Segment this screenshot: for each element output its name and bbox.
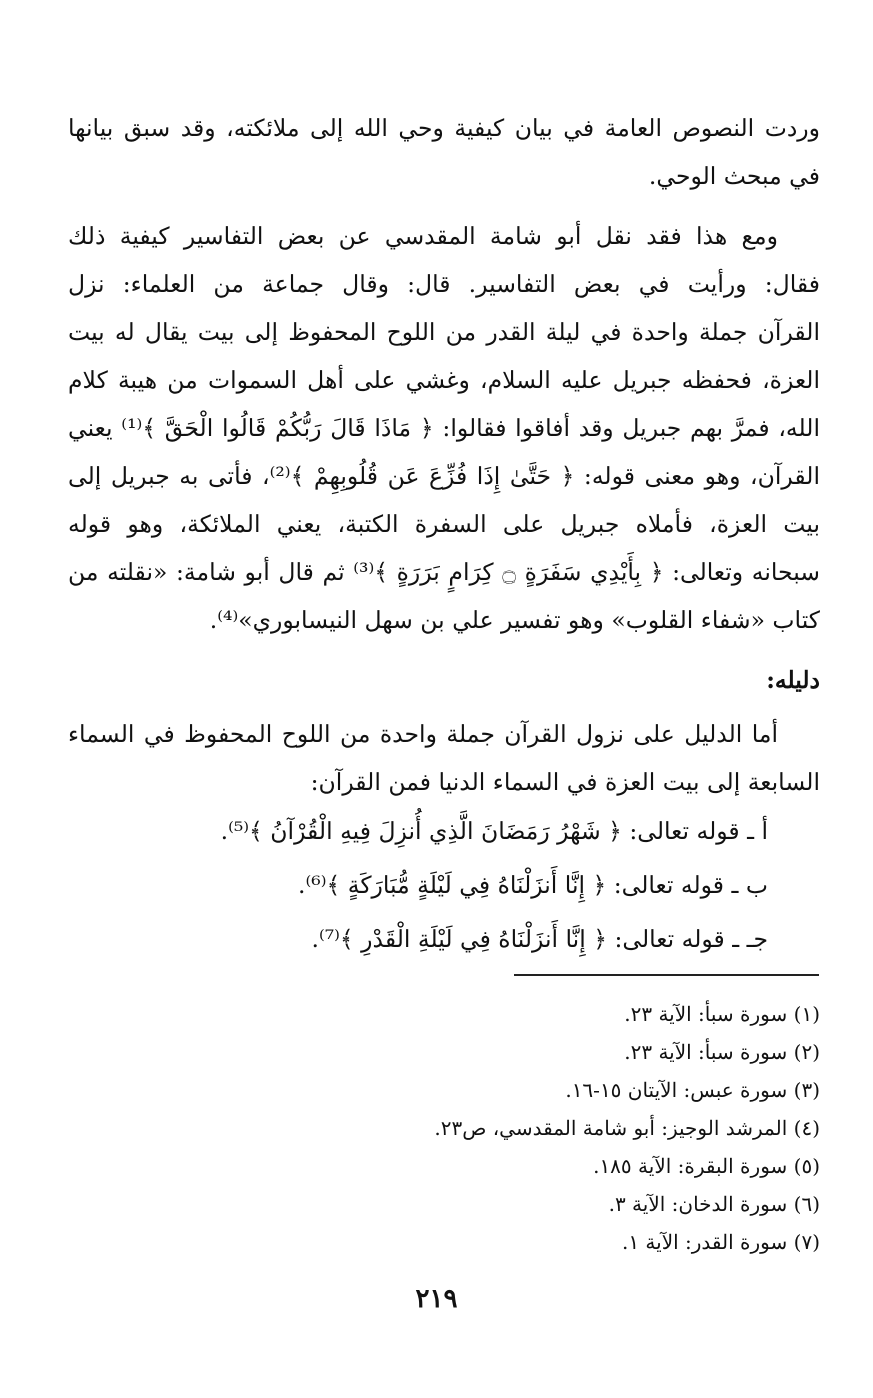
list-item: جـ ـ قوله تعالى: ﴿ إِنَّا أَنزَلْنَاهُ فِي لَيْلَةِ الْقَدْرِ ﴾⁽⁷⁾.: [311, 925, 768, 953]
footnote: (٤) المرشد الوجيز: أبو شامة المقدسي، ص٢٣.: [434, 1116, 820, 1140]
page-number: ٢١٩: [415, 1284, 458, 1314]
paragraph-intro: [68, 104, 820, 200]
footnote: (٣) سورة عبس: الآيتان ١٥-١٦.: [565, 1078, 820, 1102]
section-heading: دليله:: [766, 666, 820, 694]
footnote-divider: [514, 974, 819, 976]
list-item: أ ـ قوله تعالى: ﴿ شَهْرُ رَمَضَانَ الَّذِي أُنزِلَ فِيهِ الْقُرْآنُ ﴾⁽⁵⁾.: [220, 817, 768, 845]
text-line: بيت العزة، فأملاه جبريل على السفرة الكتبة، يعني الملائكة، وهو قوله: [68, 510, 820, 538]
text-line: القرآن جملة واحدة في ليلة القدر من اللوح المحفوظ إلى بيت يقال له بيت: [68, 318, 820, 346]
footnote: (٦) سورة الدخان: الآية ٣.: [608, 1192, 820, 1216]
text-line: في مبحث الوحي.: [648, 162, 820, 190]
footnote: (٢) سورة سبأ: الآية ٢٣.: [624, 1040, 820, 1064]
text-line: سبحانه وتعالى: ﴿ بِأَيْدِي سَفَرَةٍ ۝ كِرَامٍ بَرَرَةٍ ﴾⁽³⁾ ثم قال أبو شامة: «نقلته من: [68, 558, 820, 586]
text-line: السابعة إلى بيت العزة في السماء الدنيا فمن القرآن:: [310, 768, 820, 796]
footnote: (٧) سورة القدر: الآية ١.: [621, 1230, 820, 1254]
text-line: العزة، فحفظه جبريل عليه السلام، وغشي على أهل السموات من هيبة كلام: [68, 366, 820, 394]
list-item: ب ـ قوله تعالى: ﴿ إِنَّا أَنزَلْنَاهُ فِي لَيْلَةٍ مُّبَارَكَةٍ ﴾⁽⁶⁾.: [298, 871, 768, 899]
paragraph-abu-shama: [68, 212, 820, 644]
text-line: الله، فمرَّ بهم جبريل وقد أفاقوا فقالوا: ﴿ مَاذَا قَالَ رَبُّكُمْ قَالُوا الْحَقَّ ﴾⁽¹⁾ يعني: [68, 414, 820, 442]
text-line: ومع هذا فقد نقل أبو شامة المقدسي عن بعض التفاسير كيفية ذلك: [68, 222, 778, 250]
paragraph-evidence: [68, 710, 820, 806]
text-line: وردت النصوص العامة في بيان كيفية وحي الله إلى ملائكته، وقد سبق بيانها: [68, 114, 820, 142]
text-line: القرآن، وهو معنى قوله: ﴿ حَتَّىٰ إِذَا فُزِّعَ عَن قُلُوبِهِمْ ﴾⁽²⁾، فأتى به جبريل إلى: [68, 462, 820, 490]
text-line: أما الدليل على نزول القرآن جملة واحدة من اللوح المحفوظ في السماء: [68, 720, 778, 748]
footnote: (١) سورة سبأ: الآية ٢٣.: [624, 1002, 820, 1026]
verse-list: [68, 804, 768, 966]
footnotes: [68, 995, 820, 1261]
text-line: كتاب «شفاء القلوب» وهو تفسير علي بن سهل النيسابوري»⁽⁴⁾.: [209, 606, 820, 634]
text-line: فقال: ورأيت في بعض التفاسير. قال: وقال جماعة من العلماء: نزل: [68, 270, 820, 298]
footnote: (٥) سورة البقرة: الآية ١٨٥.: [593, 1154, 820, 1178]
